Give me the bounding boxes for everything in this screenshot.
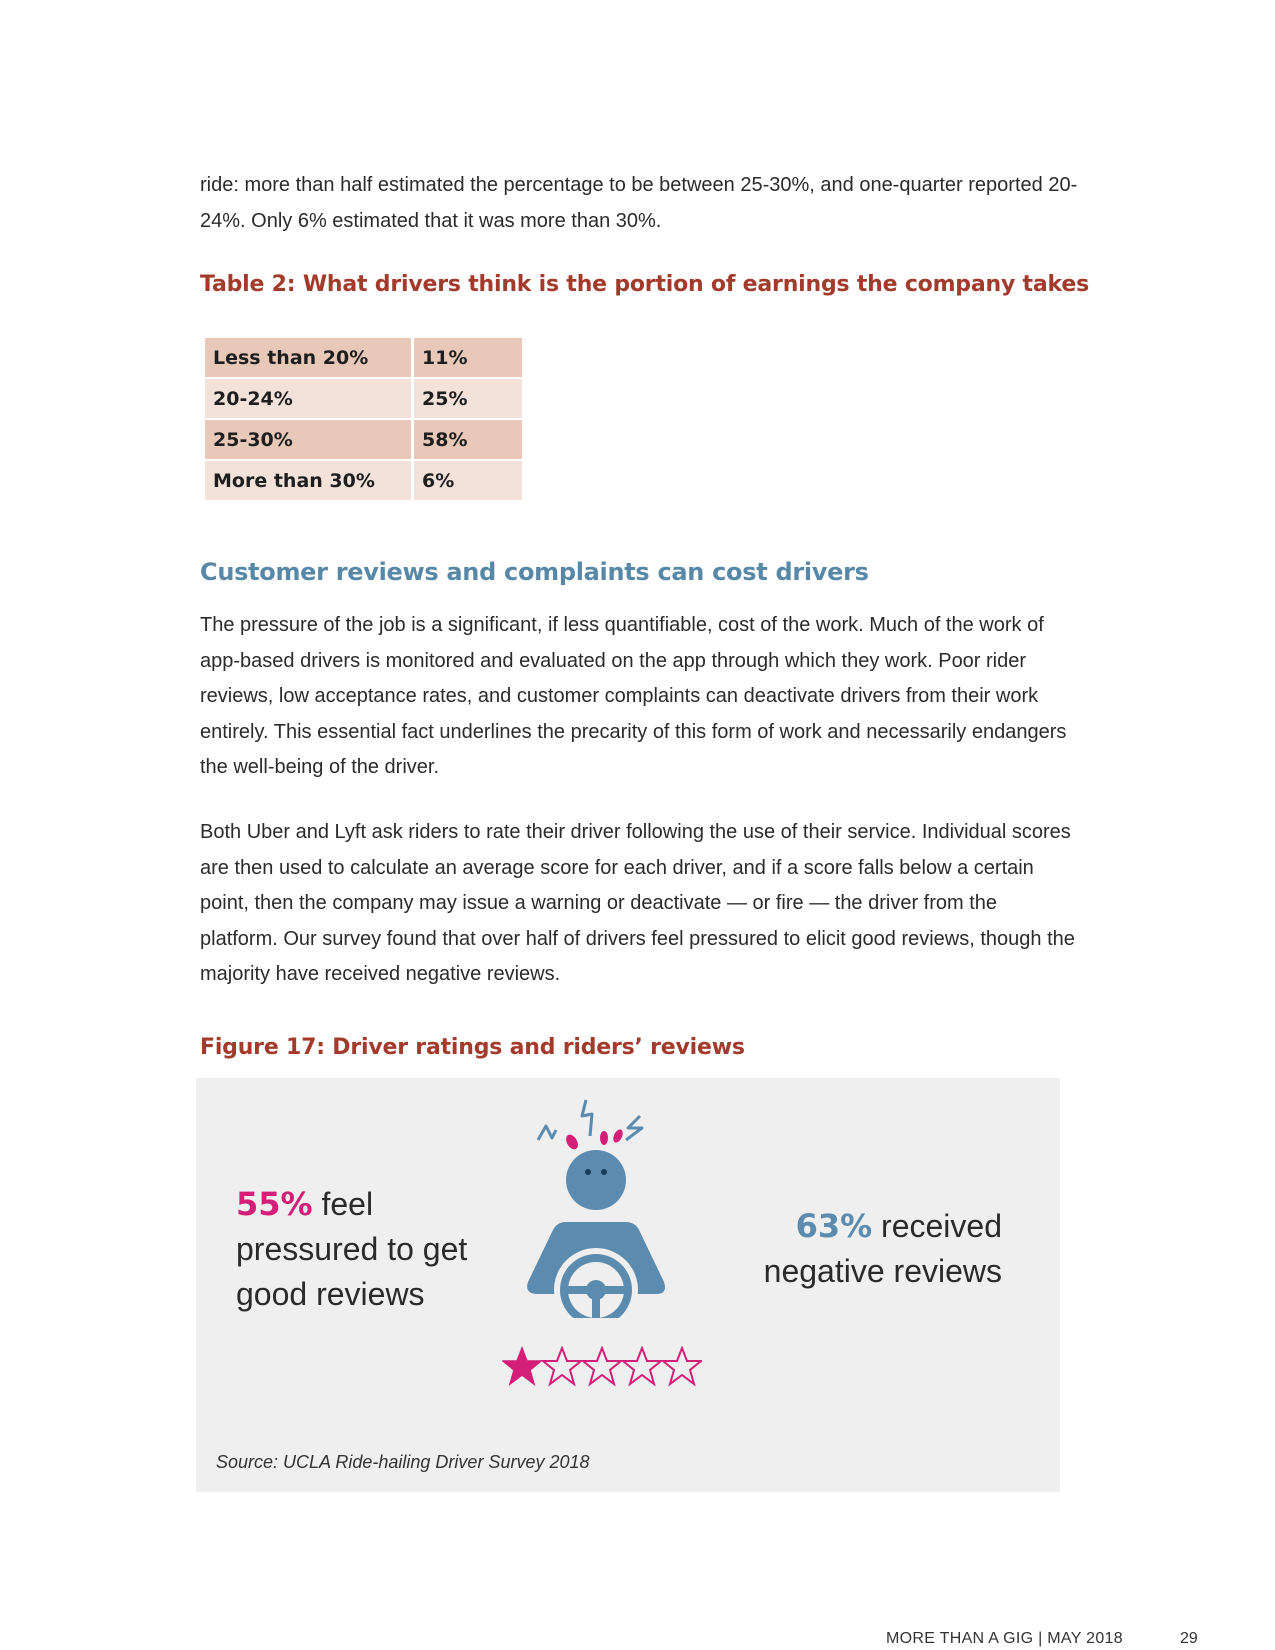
stat-pressured-percent: 55%: [236, 1185, 313, 1223]
stress-mark-icon: [582, 1100, 592, 1136]
figure-source: Source: UCLA Ride-hailing Driver Survey 2018: [216, 1452, 590, 1472]
footer-title: MORE THAN A GIG | MAY 2018: [886, 1630, 1123, 1647]
table-cell-label: 25-30%: [205, 420, 411, 459]
figure-title: Figure 17: Driver ratings and riders’ reviews: [200, 1035, 745, 1060]
section-paragraph-1: The pressure of the job is a significant, if less quantifiable, cost of the work. Much of the work of app-based drivers is monitored and evaluated on the app through which they work. Poor rider reviews, low acceptance rates, and customer complaints can deactivate drivers from their work entirely. This essential fact underlines the precarity of this form of work and necessarily endangers the well-being of the driver.: [200, 614, 1067, 778]
star-empty-icon: [623, 1348, 661, 1384]
table-cell-label: 20-24%: [205, 379, 411, 418]
star-empty-icon: [543, 1348, 581, 1384]
table-row: [205, 420, 522, 459]
figure-panel: [196, 1078, 1060, 1492]
table-cell-value: 58%: [414, 420, 522, 459]
star-empty-icon: [583, 1348, 621, 1384]
table-row: [205, 338, 522, 377]
stress-mark-icon: [626, 1116, 642, 1140]
stat-negative-percent: 63%: [795, 1207, 873, 1245]
stress-mark-icon: [538, 1126, 556, 1140]
stat-pressured-text: feel pressured to get good reviews: [236, 1186, 468, 1312]
table-cell-label: More than 30%: [205, 461, 411, 500]
section-paragraph-2: Both Uber and Lyft ask riders to rate their driver following the use of their service. Individual scores are then used to calculate an average score for each driver, and if a score falls below a certain point, then the company may issue a warning or deactivate — or fire — the driver from the platform. Our survey found that over half of drivers feel pressured to elicit good reviews, though the majority have received negative reviews.: [200, 821, 1075, 985]
stat-pressured: [236, 1182, 496, 1317]
sweat-drop-icon: [600, 1131, 608, 1145]
section-heading: Customer reviews and complaints can cost drivers: [200, 558, 869, 586]
page-number: 29: [1180, 1630, 1198, 1647]
star-rating: [502, 1346, 702, 1390]
table-row: [205, 461, 522, 500]
table-title: Table 2: What drivers think is the portion of earnings the company takes: [200, 272, 1089, 297]
star-filled-icon: [503, 1348, 541, 1384]
sweat-drop-icon: [564, 1133, 581, 1152]
table-cell-value: 25%: [414, 379, 522, 418]
earnings-table: [202, 336, 525, 502]
table-cell-value: 6%: [414, 461, 522, 500]
driver-head: [566, 1150, 626, 1210]
table-cell-value: 11%: [414, 338, 522, 377]
stat-negative-reviews: [722, 1204, 1002, 1294]
table-cell-label: Less than 20%: [205, 338, 411, 377]
sweat-drop-icon: [611, 1128, 624, 1144]
star-empty-icon: [663, 1348, 701, 1384]
table-row: [205, 379, 522, 418]
stat-negative-text: received negative reviews: [763, 1208, 1002, 1289]
stressed-driver-icon: [516, 1098, 666, 1338]
intro-paragraph: ride: more than half estimated the percentage to be between 25-30%, and one-quarter reported 20-24%. Only 6% estimated that it was more than 30%.: [200, 174, 1078, 232]
